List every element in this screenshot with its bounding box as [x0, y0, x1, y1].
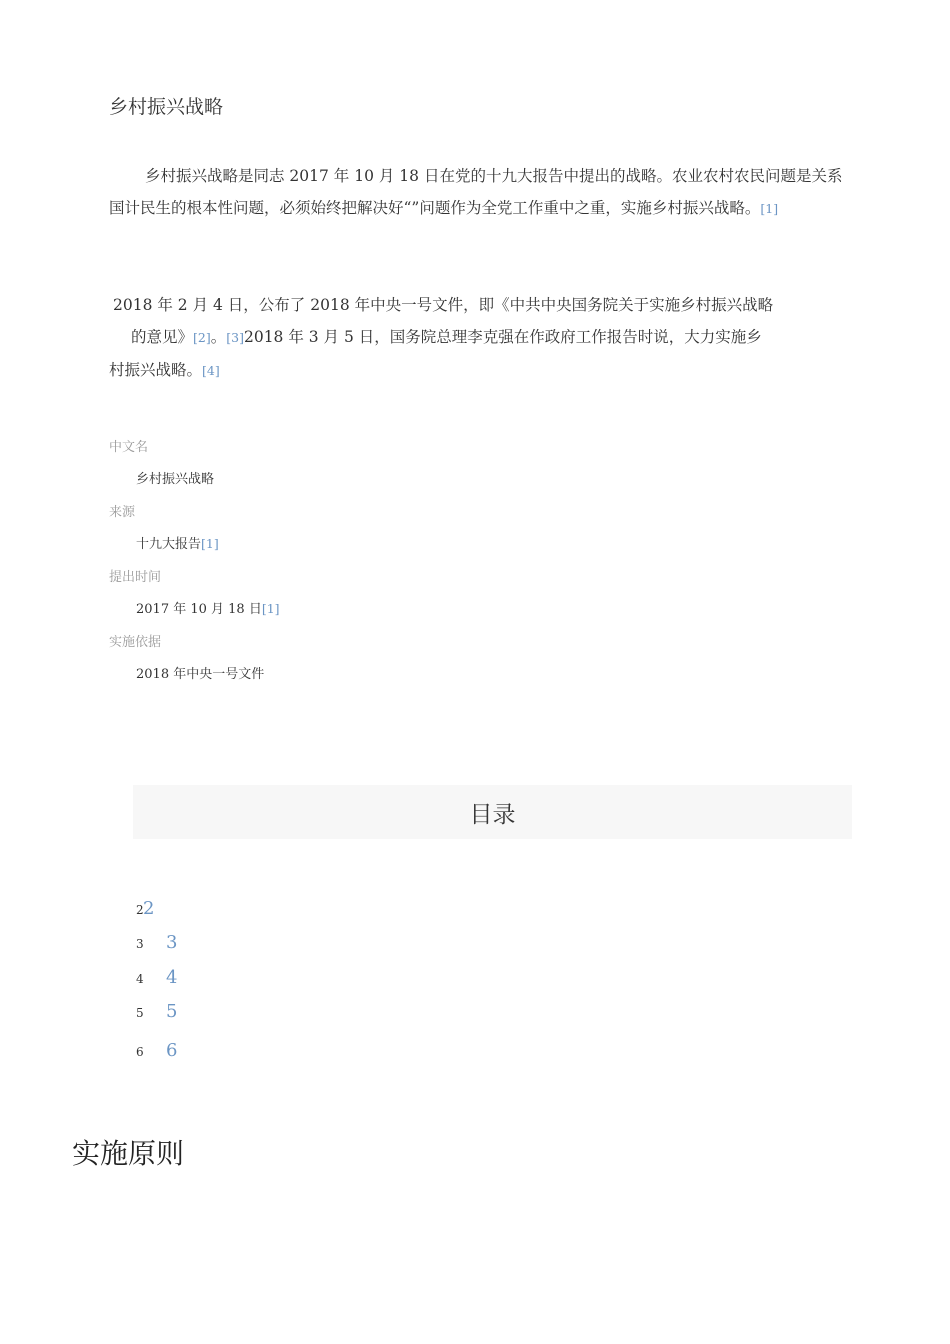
toc-item-number: 3	[136, 937, 144, 951]
toc-item-number: 4	[136, 972, 144, 986]
toc-item-link[interactable]: 3	[166, 932, 178, 953]
citation-link[interactable]: [4]	[202, 363, 220, 378]
toc-item-number: 6	[136, 1045, 144, 1059]
paragraph-text: 2018 年 3 月 5 日，国务院总理李克强在作政府工作报告时说，大力实施乡	[243, 328, 762, 346]
paragraph-line	[109, 361, 220, 379]
toc-item[interactable]	[136, 1001, 177, 1022]
toc-item-number: 2	[136, 903, 144, 917]
toc-item[interactable]	[136, 1040, 177, 1061]
toc-item[interactable]	[136, 898, 154, 919]
second-paragraph	[109, 289, 854, 387]
intro-paragraph	[109, 160, 854, 225]
intro-text: 乡村振兴战略是同志 2017 年 10 月 18 日在党的十九大报告中提出的战略。农业农村农民问题是关系国计民生的根本性问题，必须始终把解决好“”问题作为全党工作重中之重，实施乡村振兴战略。	[109, 167, 843, 217]
toc-item[interactable]	[136, 967, 177, 988]
toc-item-link[interactable]: 2	[143, 898, 155, 919]
infobox-label-proposed-time: 提出时间	[109, 570, 162, 585]
paragraph-line	[109, 321, 854, 354]
infobox-value-text: 乡村振兴战略	[136, 472, 215, 487]
paragraph-line: 2018 年 2 月 4 日，公布了 2018 年中央一号文件，即《中共中央国务院关于实施乡村振兴战略	[113, 296, 774, 314]
citation-link[interactable]: [1]	[201, 536, 219, 551]
toc-item-link[interactable]: 4	[166, 967, 178, 988]
citation-link[interactable]: [1]	[760, 201, 779, 216]
article-title: 乡村振兴战略	[109, 96, 224, 118]
infobox-value-text: 2018 年中央一号文件	[136, 667, 265, 682]
toc-item-link[interactable]: 6	[166, 1040, 178, 1061]
infobox-label-source: 来源	[109, 505, 136, 520]
infobox-value-source	[136, 533, 219, 552]
infobox-value-proposed-time	[136, 598, 280, 617]
infobox-value-chinese-name	[136, 468, 214, 487]
infobox-label-basis: 实施依据	[109, 635, 162, 650]
paragraph-text: 村振兴战略。	[109, 361, 203, 379]
citation-link[interactable]: [3]	[226, 330, 244, 345]
toc-item-link[interactable]: 5	[166, 1001, 178, 1022]
toc-item[interactable]	[136, 932, 177, 953]
paragraph-text: 。	[210, 328, 227, 346]
infobox-value-text: 2017 年 10 月 18 日	[136, 602, 262, 617]
toc-item-number: 5	[136, 1006, 144, 1020]
toc-header	[133, 785, 852, 839]
section-heading: 实施原则	[72, 1137, 185, 1170]
citation-link[interactable]: [1]	[261, 601, 280, 616]
paragraph-text: 的意见》	[131, 328, 194, 346]
infobox-value-basis	[136, 663, 264, 682]
infobox-value-text: 十九大报告	[136, 537, 202, 552]
citation-link[interactable]: [2]	[193, 330, 211, 345]
infobox-label-chinese-name: 中文名	[109, 440, 149, 455]
toc-title: 目录	[469, 801, 516, 828]
